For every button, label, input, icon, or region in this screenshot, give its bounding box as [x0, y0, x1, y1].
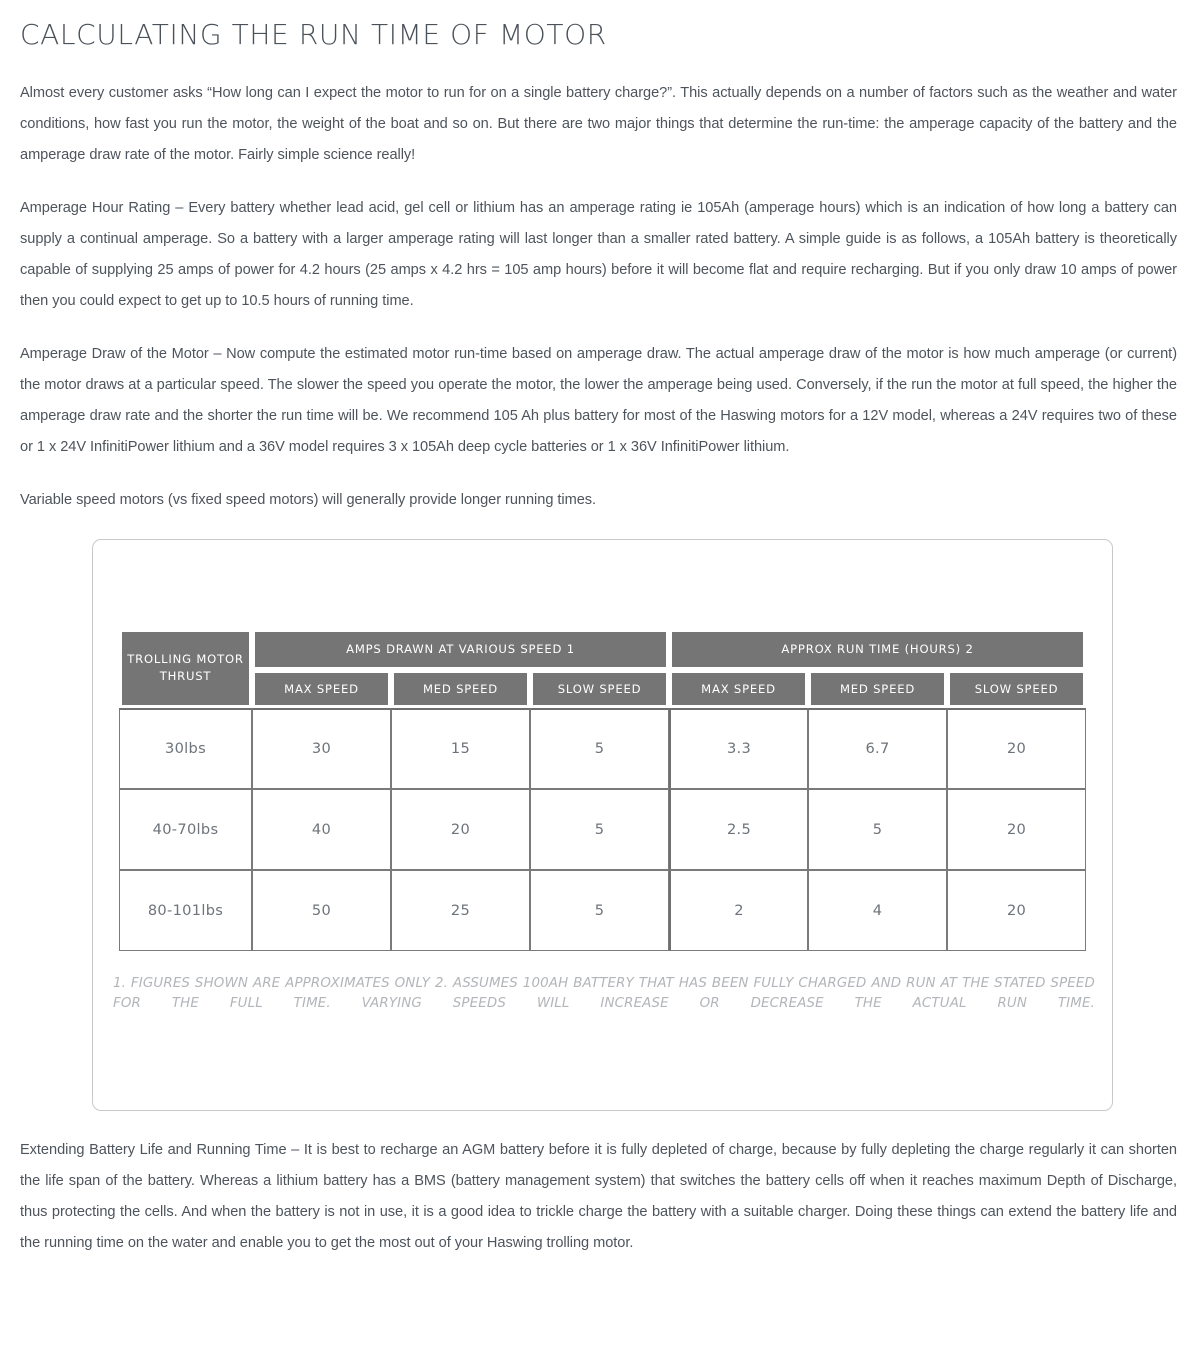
cell-amps-slow: 5	[530, 789, 669, 870]
header-amps-max-speed: MAX SPEED	[252, 670, 391, 708]
paragraph-amperage-hour-rating: Amperage Hour Rating – Every battery whether lead acid, gel cell or lithium has an amperage rating ie 105Ah (amperage hours) which is an indication of how long a battery can supply a continual amperage. So a battery with a larger amperage rating will last longer than a smaller rated battery. A simple guide is as follows, a 105Ah battery is theoretically capable of supplying 25 amps of power for 4.2 hours (25 amps x 4.2 hrs = 105 amp hours) before it will become flat and require recharging. But if you only draw 10 amps of power then you could expect to get up to 10.5 hours of running time.	[20, 199, 1177, 310]
cell-amps-med: 15	[391, 708, 530, 789]
cell-thrust: 40-70lbs	[119, 789, 252, 870]
paragraph-variable-speed: Variable speed motors (vs fixed speed motors) will generally provide longer running times.	[20, 492, 597, 509]
header-trolling-motor-thrust: TROLLING MOTOR THRUST	[119, 629, 252, 708]
page-title: CALCULATING THE RUN TIME OF MOTOR	[20, 18, 607, 51]
cell-runtime-max: 2	[669, 870, 808, 951]
table-row	[119, 789, 1086, 870]
cell-runtime-max: 2.5	[669, 789, 808, 870]
cell-runtime-med: 4	[808, 870, 947, 951]
cell-runtime-med: 5	[808, 789, 947, 870]
cell-thrust: 30lbs	[119, 708, 252, 789]
table-footnote: 1. FIGURES SHOWN ARE APPROXIMATES ONLY 2. ASSUMES 100AH BATTERY THAT HAS BEEN FULLY CHARGED AND RUN AT THE STATED SPEED FOR THE FULL TIME. VARYING SPEEDS WILL INCREASE OR DECREASE THE ACTUAL RUN TIME.	[113, 975, 1095, 1012]
table-row	[119, 870, 1086, 951]
header-group-amps-drawn: AMPS DRAWN AT VARIOUS SPEED 1	[252, 629, 669, 670]
cell-amps-slow: 5	[530, 870, 669, 951]
table-body	[119, 708, 1086, 951]
paragraph-amperage-draw: Amperage Draw of the Motor – Now compute the estimated motor run-time based on amperage draw. The actual amperage draw of the motor is how much amperage (or current) the motor draws at a particular speed. The slower the speed you operate the motor, the lower the amperage being used. Conversely, if the run the motor at full speed, the higher the amperage draw rate and the shorter the run time will be. We recommend 105 Ah plus battery for most of the Haswing motors for a 12V model, whereas a 24V requires two of these or 1 x 24V InfinitiPower lithium and a 36V model requires 3 x 105Ah deep cycle batteries or 1 x 36V InfinitiPower lithium.	[20, 346, 1177, 456]
motor-run-time-table	[119, 629, 1086, 951]
cell-runtime-slow: 20	[947, 789, 1086, 870]
table-row	[119, 708, 1086, 789]
header-amps-slow-speed: SLOW SPEED	[530, 670, 669, 708]
header-group-approx-run-time: APPROX RUN TIME (HOURS) 2	[669, 629, 1086, 670]
paragraph-intro: Almost every customer asks “How long can I expect the motor to run for on a single battery charge?”. This actually depends on a number of factors such as the weather and water conditions, how fast you run the motor, the weight of the boat and so on. But there are two major things that determine the run-time: the amperage capacity of the battery and the amperage draw rate of the motor. Fairly simple science really!	[20, 84, 1177, 163]
header-runtime-med-speed: MED SPEED	[808, 670, 947, 708]
cell-runtime-slow: 20	[947, 708, 1086, 789]
table-head-subcolumn-row	[119, 670, 1086, 708]
paragraph-extending-battery-life: Extending Battery Life and Running Time – It is best to recharge an AGM battery before it is fully depleted of charge, because by fully depleting the charge regularly it can shorten the life span of the battery. Whereas a lithium battery has a BMS (battery management system) that switches the battery cells off when it reaches maximum Depth of Discharge, thus protecting the cells. And when the battery is not in use, it is a good idea to trickle charge the battery with a suitable charger. Doing these things can extend the battery life and the running time on the water and enable you to get the most out of your Haswing trolling motor.	[20, 1141, 1177, 1251]
cell-runtime-med: 6.7	[808, 708, 947, 789]
cell-amps-max: 30	[252, 708, 391, 789]
cell-amps-med: 25	[391, 870, 530, 951]
spec-table-card	[92, 539, 1113, 1111]
cell-thrust: 80-101lbs	[119, 870, 252, 951]
cell-amps-max: 50	[252, 870, 391, 951]
table-head	[119, 629, 1086, 708]
cell-runtime-slow: 20	[947, 870, 1086, 951]
cell-amps-slow: 5	[530, 708, 669, 789]
spec-table-wrapper	[119, 629, 1086, 951]
cell-amps-max: 40	[252, 789, 391, 870]
header-amps-med-speed: MED SPEED	[391, 670, 530, 708]
cell-runtime-max: 3.3	[669, 708, 808, 789]
cell-amps-med: 20	[391, 789, 530, 870]
table-head-group-row	[119, 629, 1086, 670]
header-runtime-slow-speed: SLOW SPEED	[947, 670, 1086, 708]
header-runtime-max-speed: MAX SPEED	[669, 670, 808, 708]
